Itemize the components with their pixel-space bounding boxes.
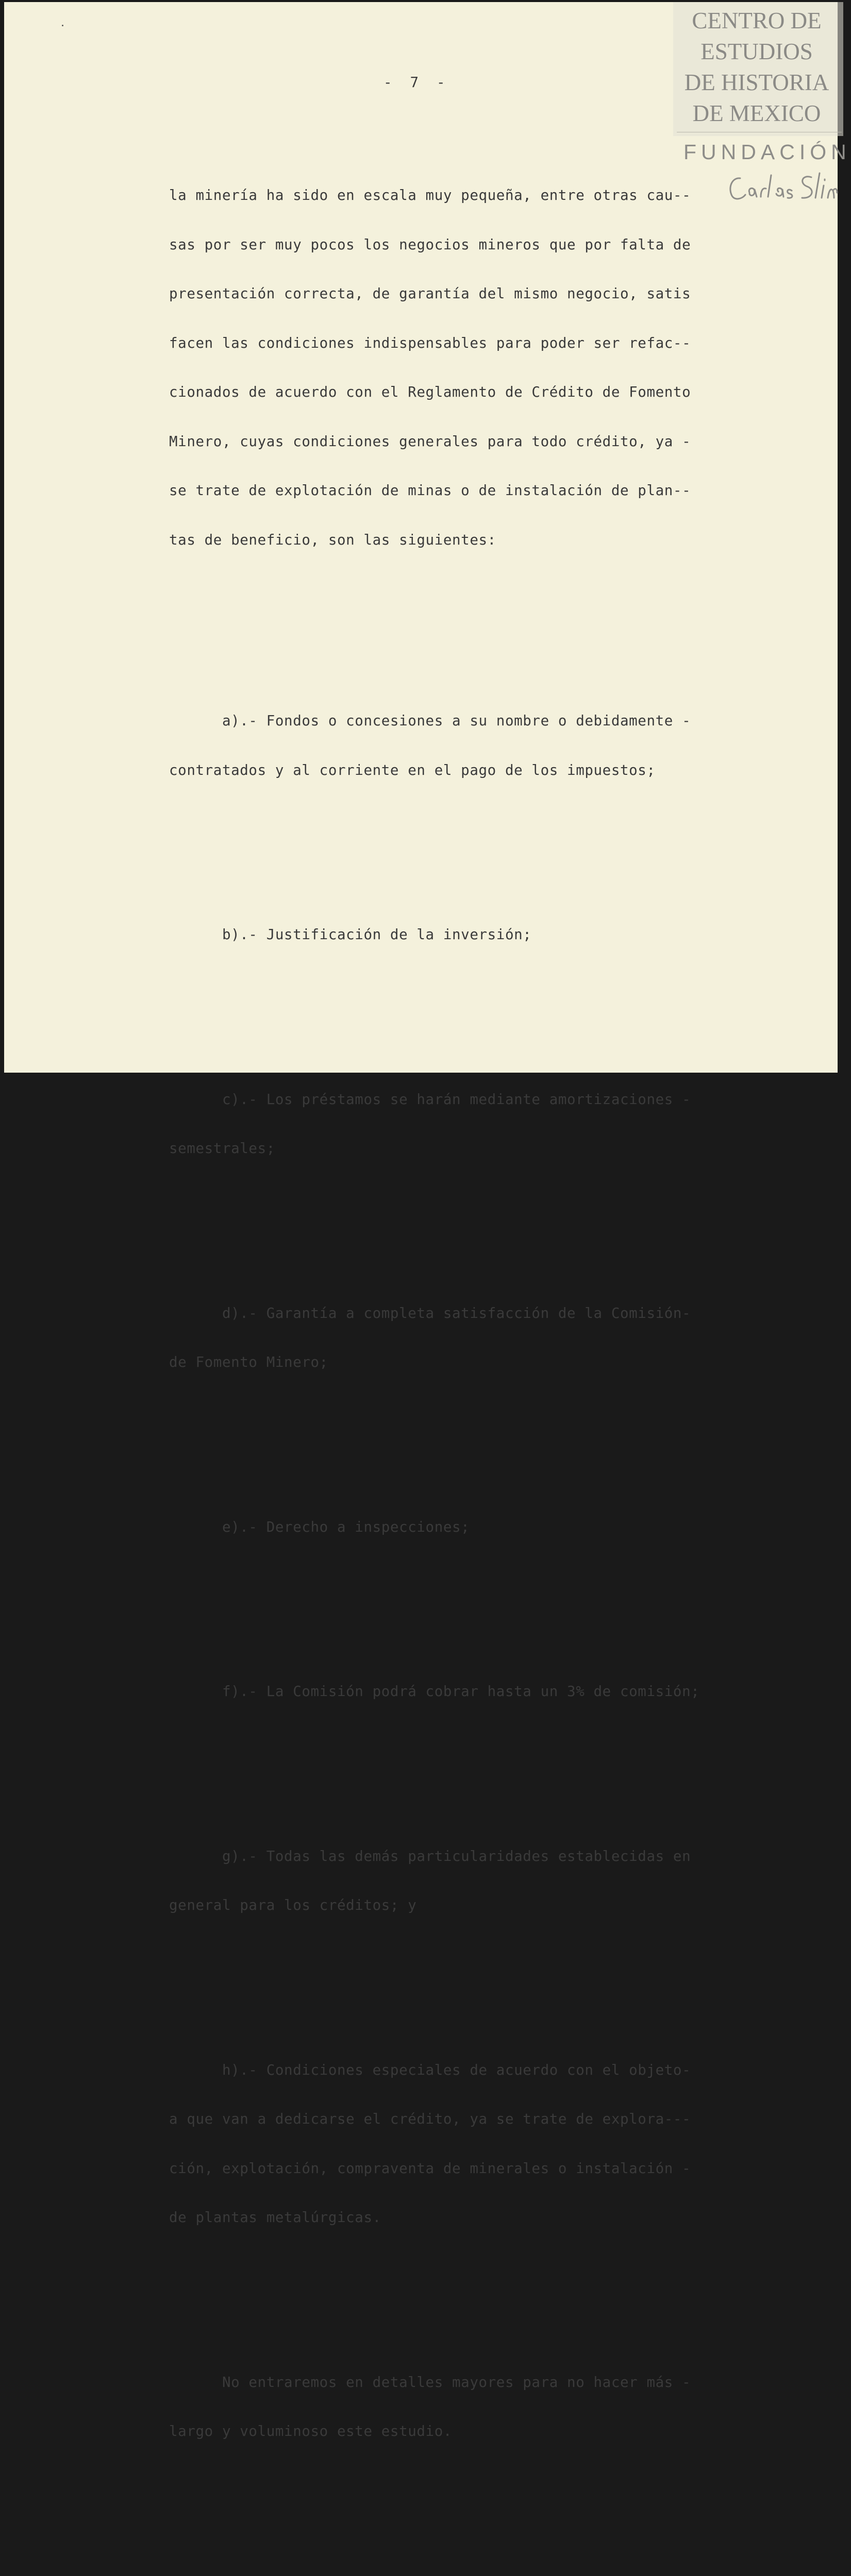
text-line: h).- Condiciones especiales de acuerdo con el objeto- bbox=[169, 2061, 691, 2078]
text-line: contratados y al corriente en el pago de los impuestos; bbox=[169, 761, 656, 778]
text-line: sas por ser muy pocos los negocios mineros que por falta de bbox=[169, 236, 691, 253]
text-line: f).- La Comisión podrá cobrar hasta un 3% de comisión; bbox=[169, 1683, 700, 1700]
list-item-d bbox=[169, 1273, 757, 1404]
list-item-f bbox=[169, 1651, 757, 1733]
text-line: presentación correcta, de garantía del mismo negocio, satis bbox=[169, 285, 691, 302]
document-page bbox=[4, 2, 851, 2439]
text-line: semestrales; bbox=[169, 1140, 275, 1157]
watermark-line: DE HISTORIA bbox=[684, 70, 829, 95]
list-item-h bbox=[169, 2029, 757, 2259]
list-item-c bbox=[169, 1059, 757, 1190]
watermark-foundation: FUNDACIÓN bbox=[683, 140, 851, 164]
signature-logo-icon bbox=[725, 167, 838, 208]
text-line: largo y voluminoso este estudio. bbox=[169, 2423, 453, 2439]
text-line: a).- Fondos o concesiones a su nombre o debidamente - bbox=[169, 713, 691, 729]
text-line: de plantas metalúrgicas. bbox=[169, 2209, 381, 2226]
list-item-g bbox=[169, 1816, 757, 1947]
watermark-logo bbox=[674, 5, 839, 129]
text-line: general para los créditos; y bbox=[169, 1897, 417, 1913]
text-line: e).- Derecho a inspecciones; bbox=[169, 1518, 470, 1535]
intro-paragraph bbox=[169, 155, 757, 581]
text-line: Minero, cuyas condiciones generales para todo crédito, ya - bbox=[169, 433, 691, 450]
watermark-line: ESTUDIOS bbox=[700, 39, 813, 64]
page-number: - 7 - bbox=[383, 74, 446, 91]
text-line: la minería ha sido en escala muy pequeña, entre otras cau-- bbox=[169, 187, 691, 204]
text-line: tas de beneficio, son las siguientes: bbox=[169, 531, 496, 548]
list-item-b bbox=[169, 894, 757, 976]
watermark-line: DE MEXICO bbox=[692, 100, 821, 126]
text-line: cionados de acuerdo con el Reglamento de Crédito de Fomento bbox=[169, 384, 691, 400]
text-line: de Fomento Minero; bbox=[169, 1354, 328, 1370]
paper-speck bbox=[62, 25, 63, 26]
text-line: No entraremos en detalles mayores para no hacer más - bbox=[169, 2374, 691, 2391]
list-item-a bbox=[169, 680, 757, 811]
text-line: b).- Justificación de la inversión; bbox=[169, 926, 532, 943]
text-line: g).- Todas las demás particularidades establecidas en bbox=[169, 1848, 691, 1865]
text-line: d).- Garantía a completa satisfacción de la Comisión- bbox=[169, 1304, 691, 1321]
text-line: a que van a dedicarse el crédito, ya se trate de explora--- bbox=[169, 2111, 691, 2127]
text-line: c).- Los préstamos se harán mediante amortizaciones - bbox=[169, 1091, 691, 1108]
watermark-line: CENTRO DE bbox=[692, 8, 822, 33]
text-line: ción, explotación, compraventa de minerales o instalación - bbox=[169, 2160, 691, 2177]
document-body bbox=[169, 122, 757, 2576]
text-line: facen las condiciones indispensables para poder ser refac-- bbox=[169, 334, 691, 351]
text-line: se trate de explotación de minas o de instalación de plan-- bbox=[169, 482, 691, 499]
closing-paragraph bbox=[169, 2342, 757, 2473]
list-item-e bbox=[169, 1486, 757, 1569]
